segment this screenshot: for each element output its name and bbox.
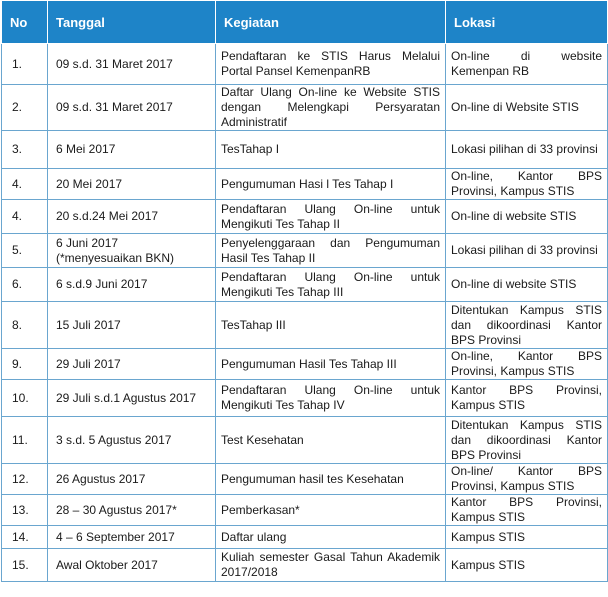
table-row bbox=[2, 349, 608, 380]
row-no: 1. bbox=[2, 44, 48, 85]
row-kegiatan: Test Kesehatan bbox=[216, 417, 446, 464]
row-no: 5. bbox=[2, 234, 48, 268]
row-no: 14. bbox=[2, 526, 48, 549]
row-tanggal: 20 Mei 2017 bbox=[48, 169, 216, 200]
row-kegiatan: Penyelenggaraan dan Pengumuman Hasil Tes Tahap II bbox=[216, 234, 446, 268]
row-kegiatan: TesTahap I bbox=[216, 131, 446, 169]
header-tanggal: Tanggal bbox=[48, 1, 216, 44]
row-no: 4. bbox=[2, 200, 48, 234]
row-lokasi: Lokasi pilihan di 33 provinsi bbox=[446, 131, 608, 169]
table-row bbox=[2, 200, 608, 234]
row-tanggal: Awal Oktober 2017 bbox=[48, 549, 216, 582]
table-row bbox=[2, 131, 608, 169]
table-row bbox=[2, 234, 608, 268]
table-row bbox=[2, 464, 608, 495]
row-lokasi: On-line di Website STIS bbox=[446, 85, 608, 131]
row-kegiatan: Pendaftaran Ulang On-line untuk Mengikuti Tes Tahap IV bbox=[216, 380, 446, 417]
row-kegiatan: TesTahap III bbox=[216, 302, 446, 349]
row-tanggal: 4 – 6 September 2017 bbox=[48, 526, 216, 549]
row-tanggal: 6 Mei 2017 bbox=[48, 131, 216, 169]
row-lokasi: On-line di website STIS bbox=[446, 268, 608, 302]
row-tanggal: 28 – 30 Agustus 2017* bbox=[48, 495, 216, 526]
row-kegiatan: Pemberkasan* bbox=[216, 495, 446, 526]
row-tanggal: 29 Juli s.d.1 Agustus 2017 bbox=[48, 380, 216, 417]
row-tanggal: 09 s.d. 31 Maret 2017 bbox=[48, 85, 216, 131]
row-kegiatan: Pengumuman Hasi l Tes Tahap I bbox=[216, 169, 446, 200]
row-tanggal: 29 Juli 2017 bbox=[48, 349, 216, 380]
row-lokasi: Lokasi pilihan di 33 provinsi bbox=[446, 234, 608, 268]
row-tanggal: 6 Juni 2017 bbox=[56, 235, 119, 250]
row-lokasi: On-line, Kantor BPS Provinsi, Kampus STIS bbox=[446, 349, 608, 380]
row-lokasi: On-line, Kantor BPS Provinsi, Kampus STIS bbox=[446, 169, 608, 200]
row-lokasi: Kampus STIS bbox=[446, 526, 608, 549]
table-row bbox=[2, 417, 608, 464]
row-no: 10. bbox=[2, 380, 48, 417]
row-no: 8. bbox=[2, 302, 48, 349]
header-lokasi: Lokasi bbox=[446, 1, 608, 44]
row-no: 6. bbox=[2, 268, 48, 302]
row-no: 3. bbox=[2, 131, 48, 169]
row-kegiatan: Daftar Ulang On-line ke Website STIS dengan Melengkapi Persyaratan Administratif bbox=[216, 85, 446, 131]
table-row bbox=[2, 380, 608, 417]
table-row bbox=[2, 549, 608, 582]
row-lokasi: Kantor BPS Provinsi, Kampus STIS bbox=[446, 380, 608, 417]
header-kegiatan: Kegiatan bbox=[216, 1, 446, 44]
table-row bbox=[2, 169, 608, 200]
row-kegiatan: Pendaftaran Ulang On-line untuk Mengikuti Tes Tahap II bbox=[216, 200, 446, 234]
row-kegiatan: Pengumuman hasil tes Kesehatan bbox=[216, 464, 446, 495]
table-header-row bbox=[2, 1, 608, 44]
row-no: 12. bbox=[2, 464, 48, 495]
row-kegiatan: Kuliah semester Gasal Tahun Akademik 2017/2018 bbox=[216, 549, 446, 582]
row-kegiatan: Pengumuman Hasil Tes Tahap III bbox=[216, 349, 446, 380]
table-row bbox=[2, 526, 608, 549]
row-lokasi: Ditentukan Kampus STIS dan dikoordinasi Kantor BPS Provinsi bbox=[446, 417, 608, 464]
row-no: 2. bbox=[2, 85, 48, 131]
header-no: No bbox=[2, 1, 48, 44]
row-lokasi: On-line/ Kantor BPS Provinsi, Kampus STIS bbox=[446, 464, 608, 495]
table-row bbox=[2, 302, 608, 349]
row-no: 13. bbox=[2, 495, 48, 526]
row-tanggal: 6 s.d.9 Juni 2017 bbox=[48, 268, 216, 302]
row-tanggal-cell bbox=[48, 234, 216, 268]
row-tanggal: 15 Juli 2017 bbox=[48, 302, 216, 349]
row-lokasi: On-line di website STIS bbox=[446, 200, 608, 234]
row-tanggal-note: (*menyesuaikan BKN) bbox=[56, 250, 175, 265]
row-lokasi: Kantor BPS Provinsi, Kampus STIS bbox=[446, 495, 608, 526]
row-tanggal: 3 s.d. 5 Agustus 2017 bbox=[48, 417, 216, 464]
row-kegiatan: Daftar ulang bbox=[216, 526, 446, 549]
table-row bbox=[2, 268, 608, 302]
row-tanggal: 20 s.d.24 Mei 2017 bbox=[48, 200, 216, 234]
row-lokasi: On-line di website Kemenpan RB bbox=[446, 44, 608, 85]
row-lokasi: Kampus STIS bbox=[446, 549, 608, 582]
table-row bbox=[2, 495, 608, 526]
row-kegiatan: Pendaftaran Ulang On-line untuk Mengikuti Tes Tahap III bbox=[216, 268, 446, 302]
row-tanggal: 26 Agustus 2017 bbox=[48, 464, 216, 495]
table-row bbox=[2, 44, 608, 85]
row-no: 15. bbox=[2, 549, 48, 582]
row-no: 4. bbox=[2, 169, 48, 200]
table-row bbox=[2, 85, 608, 131]
schedule-table bbox=[1, 0, 608, 582]
row-lokasi: Ditentukan Kampus STIS dan dikoordinasi Kantor BPS Provinsi bbox=[446, 302, 608, 349]
row-no: 9. bbox=[2, 349, 48, 380]
row-no: 11. bbox=[2, 417, 48, 464]
row-tanggal: 09 s.d. 31 Maret 2017 bbox=[48, 44, 216, 85]
row-kegiatan: Pendaftaran ke STIS Harus Melalui Portal Pansel KemenpanRB bbox=[216, 44, 446, 85]
